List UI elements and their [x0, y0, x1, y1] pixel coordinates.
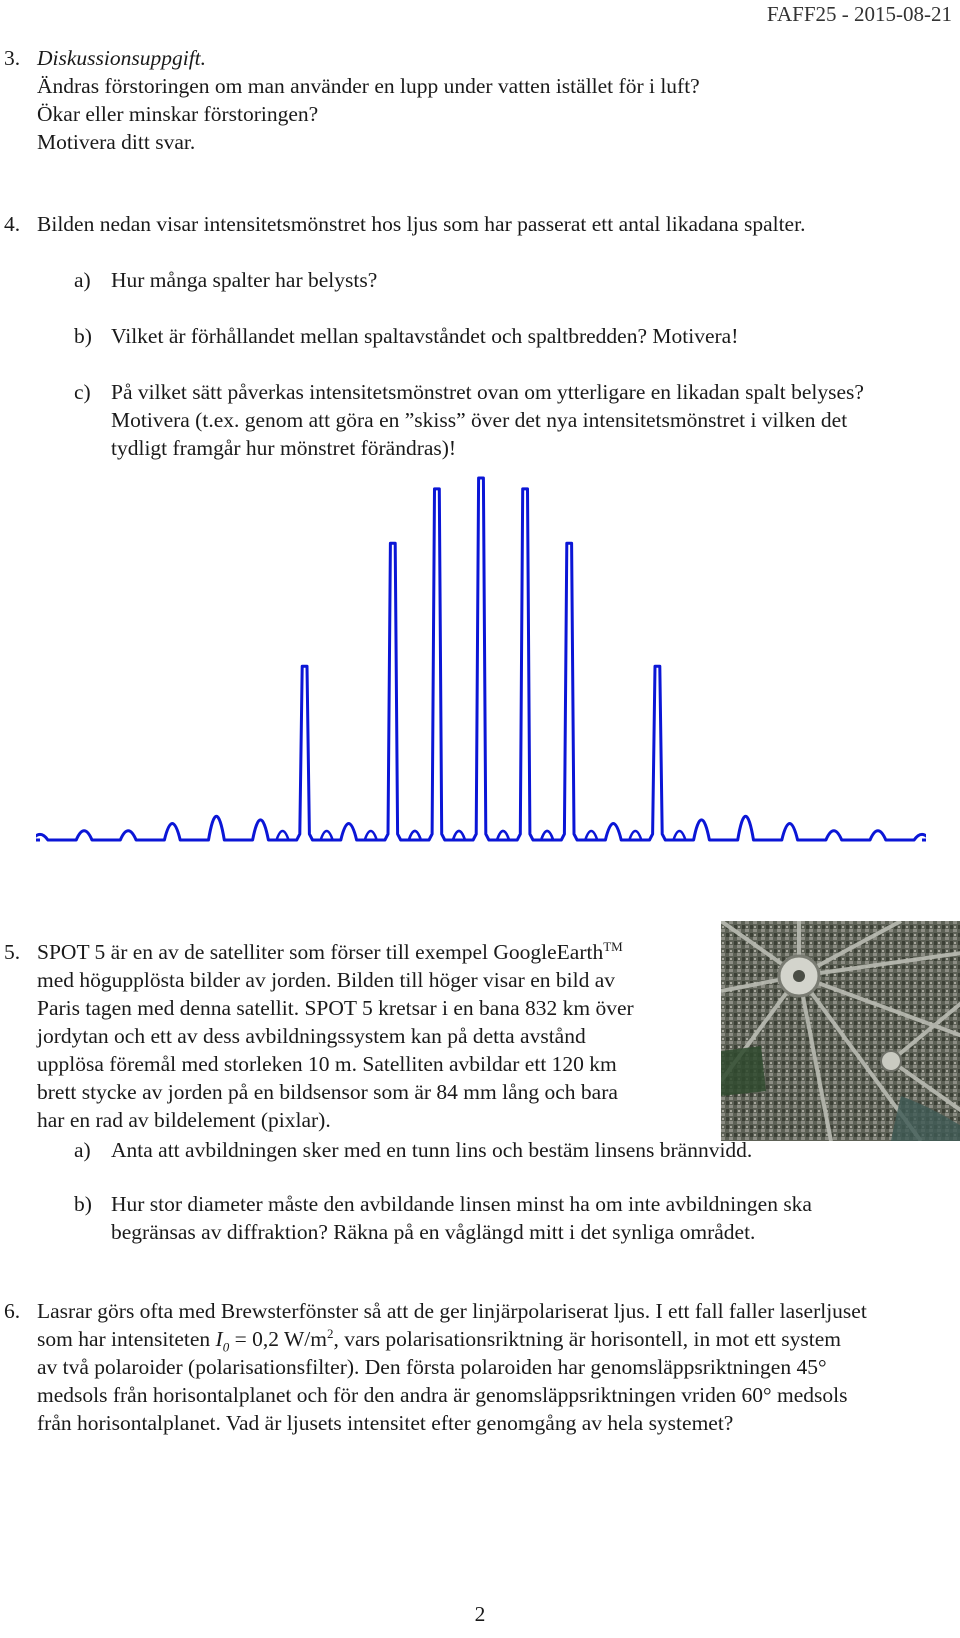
question-4c-letter: c)	[74, 380, 91, 404]
question-5a-letter: a)	[74, 1138, 91, 1162]
question-4-intro: Bilden nedan visar intensitetsmönstret hos ljus som har passerat ett antal likadana spalter.	[37, 212, 806, 236]
question-5-line: brett stycke av jorden på en bildsensor som är 84 mm lång och bara	[37, 1080, 618, 1104]
question-5b-letter: b)	[74, 1192, 92, 1216]
document-header: FAFF25 - 2015-08-21	[766, 2, 952, 26]
question-3-title: Diskussionsuppgift.	[37, 46, 207, 70]
question-5-line: jordytan och ett av dess avbildningssystem kan på detta avstånd	[37, 1024, 586, 1048]
question-4c-line: Motivera (t.ex. genom att göra en ”skiss” över det nya intensitetsmönstret i vilken det	[111, 408, 848, 432]
question-4b-letter: b)	[74, 324, 92, 348]
paris-satellite-image	[721, 921, 960, 1141]
question-5b-line: Hur stor diameter måste den avbildande linsen minst ha om inte avbildningen ska	[111, 1192, 812, 1216]
question-5-line-text: SPOT 5 är en av de satelliter som förser till exempel GoogleEarth	[37, 940, 604, 964]
question-5-line: med högupplösta bilder av jorden. Bilden till höger visar en bild av	[37, 968, 615, 992]
question-3-line: Ändras förstoringen om man använder en lupp under vatten istället för i luft?	[37, 74, 700, 98]
question-5-text	[37, 938, 634, 1134]
question-6-line: Lasrar görs ofta med Brewsterfönster så att de ger linjärpolariserat ljus. I ett fall faller laserljuset	[37, 1299, 867, 1323]
question-6-line: av två polaroider (polarisationsfilter). Den första polaroiden har genomsläppsriktningen 45°	[37, 1355, 827, 1379]
question-6-line: medsols från horisontalplanet och för den andra är genomsläppsriktningen vriden 60° medsols	[37, 1383, 848, 1407]
question-5-line: Paris tagen med denna satellit. SPOT 5 kretsar i en bana 832 km över	[37, 996, 634, 1020]
intensity-subscript: 0	[222, 1339, 230, 1355]
question-6-line-part: som har intensiteten	[37, 1327, 216, 1351]
question-4c-line: tydligt framgår hur mönstret förändras)!	[111, 436, 457, 460]
question-6-line: från horisontalplanet. Vad är ljusets intensitet efter genomgång av hela systemet?	[37, 1411, 734, 1435]
question-3-line: Motivera ditt svar.	[37, 130, 196, 154]
question-3-line: Ökar eller minskar förstoringen?	[37, 102, 319, 126]
intensity-symbol: I	[215, 1327, 223, 1351]
question-3-text	[37, 44, 700, 156]
trademark-mark: TM	[603, 938, 623, 954]
question-5-line	[37, 938, 634, 966]
question-4b-text: Vilket är förhållandet mellan spaltavståndet och spaltbredden? Motivera!	[111, 324, 739, 348]
question-4c-line: På vilket sätt påverkas intensitetsmönstret ovan om ytterligare en likadan spalt belyses?	[111, 380, 864, 404]
question-6-line	[37, 1325, 867, 1353]
question-6-line-part: , vars polarisationsriktning är horisontell, in mot ett system	[333, 1327, 842, 1351]
question-5-line: har en rad av bildelement (pixlar).	[37, 1108, 331, 1132]
question-6-line-part: = 0,2 W/m	[229, 1327, 327, 1351]
question-4a-letter: a)	[74, 268, 91, 292]
question-5a-text: Anta att avbildningen sker med en tunn lins och bestäm linsens brännvidd.	[111, 1138, 753, 1162]
intensity-curve	[36, 478, 926, 840]
question-5b-text	[111, 1190, 812, 1246]
question-4a-text: Hur många spalter har belysts?	[111, 268, 378, 292]
question-5b-line: begränsas av diffraktion? Räkna på en våglängd mitt i det synliga området.	[111, 1220, 756, 1244]
question-6-text	[37, 1297, 867, 1437]
intensity-pattern-chart	[36, 468, 926, 858]
page-number: 2	[474, 1602, 486, 1626]
question-6-number: 6.	[4, 1299, 21, 1323]
question-5-line: upplösa föremål med storleken 10 m. Satelliten avbildar ett 120 km	[37, 1052, 617, 1076]
question-5-number: 5.	[4, 940, 21, 964]
question-4c-text	[111, 378, 864, 462]
unit-exponent: 2	[326, 1325, 334, 1341]
question-4-number: 4.	[4, 212, 21, 236]
question-3-number: 3.	[4, 46, 21, 70]
